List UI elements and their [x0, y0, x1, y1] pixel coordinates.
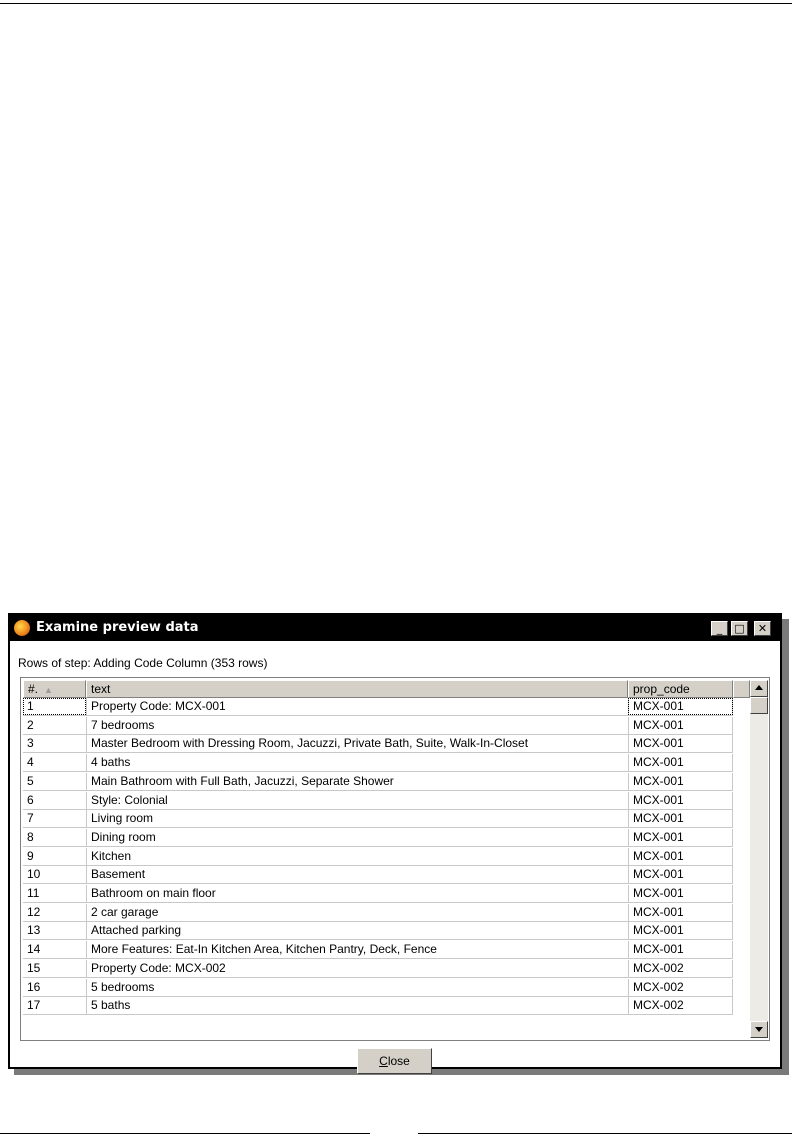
text-cell[interactable]: Style: Colonial: [86, 792, 628, 809]
table-row[interactable]: [23, 904, 733, 922]
prop-code-cell[interactable]: MCX-002: [628, 997, 733, 1014]
scroll-down-button[interactable]: [750, 1021, 768, 1038]
row-number-cell[interactable]: 8: [27, 829, 34, 844]
prop-code-cell[interactable]: MCX-001: [628, 848, 733, 865]
preview-grid: [20, 677, 770, 1041]
text-cell[interactable]: Master Bedroom with Dressing Room, Jacuzzi, Private Bath, Suite, Walk-In-Closet: [86, 735, 628, 752]
text-cell[interactable]: Attached parking: [86, 922, 628, 939]
row-number-cell[interactable]: 14: [27, 942, 41, 957]
page-bottom-rule-right: [418, 1133, 792, 1134]
row-number-cell[interactable]: 10: [27, 867, 41, 882]
prop-code-cell[interactable]: MCX-001: [628, 922, 733, 939]
column-header-prop-code[interactable]: prop_code: [628, 680, 733, 698]
dialog-body: [10, 641, 780, 1067]
table-row[interactable]: [23, 941, 733, 959]
prop-code-cell[interactable]: MCX-001: [628, 773, 733, 790]
row-number-cell[interactable]: 13: [27, 923, 41, 938]
column-header-text[interactable]: text: [86, 680, 628, 698]
row-number-cell[interactable]: 1: [23, 698, 86, 715]
text-cell[interactable]: Main Bathroom with Full Bath, Jacuzzi, Separate Shower: [86, 773, 628, 790]
table-row[interactable]: [23, 885, 733, 903]
prop-code-cell[interactable]: MCX-001: [628, 885, 733, 902]
prop-code-cell[interactable]: MCX-001: [628, 941, 733, 958]
page-bottom-rule-left: [0, 1133, 370, 1134]
table-row[interactable]: [23, 960, 733, 978]
table-row[interactable]: [23, 997, 733, 1015]
row-number-cell[interactable]: 12: [27, 904, 41, 919]
table-row[interactable]: [23, 810, 733, 828]
close-button[interactable]: Close: [357, 1048, 432, 1074]
row-number-cell[interactable]: 4: [27, 755, 34, 770]
text-cell[interactable]: 5 bedrooms: [86, 979, 628, 996]
vertical-scrollbar[interactable]: [750, 680, 768, 1038]
row-number-cell[interactable]: 9: [27, 848, 34, 863]
row-number-cell[interactable]: 15: [27, 960, 41, 975]
table-row[interactable]: [23, 717, 733, 735]
prop-code-cell[interactable]: MCX-001: [628, 735, 733, 752]
text-cell[interactable]: Kitchen: [86, 848, 628, 865]
text-cell[interactable]: 5 baths: [86, 997, 628, 1014]
column-header-number[interactable]: #. ▲: [23, 680, 86, 698]
prop-code-cell[interactable]: MCX-001: [628, 810, 733, 827]
rows-of-step-label: Rows of step: Adding Code Column (353 rows): [18, 656, 268, 670]
table-row[interactable]: [23, 698, 733, 716]
row-number-cell[interactable]: 3: [27, 736, 34, 751]
page-top-rule: [0, 3, 792, 4]
column-header-filler: [733, 680, 750, 698]
table-row[interactable]: [23, 735, 733, 753]
row-number-cell[interactable]: 17: [27, 998, 41, 1013]
row-number-cell[interactable]: 16: [27, 979, 41, 994]
table-row[interactable]: [23, 848, 733, 866]
prop-code-cell[interactable]: MCX-001: [628, 717, 733, 734]
sort-ascending-icon: ▲: [44, 685, 53, 695]
row-number-cell[interactable]: 11: [27, 886, 40, 900]
prop-code-cell[interactable]: MCX-001: [628, 904, 733, 921]
text-cell[interactable]: More Features: Eat-In Kitchen Area, Kitchen Pantry, Deck, Fence: [86, 941, 628, 958]
maximize-button[interactable]: □: [731, 621, 748, 636]
text-cell[interactable]: Living room: [86, 810, 628, 827]
table-row[interactable]: [23, 866, 733, 884]
scroll-thumb[interactable]: [750, 697, 768, 714]
text-cell[interactable]: Property Code: MCX-002: [86, 960, 628, 977]
prop-code-cell[interactable]: MCX-001: [628, 792, 733, 809]
arrow-up-icon: [755, 685, 763, 690]
prop-code-cell[interactable]: MCX-001: [628, 829, 733, 846]
table-row[interactable]: [23, 773, 733, 791]
table-row[interactable]: [23, 829, 733, 847]
scroll-up-button[interactable]: [750, 680, 768, 697]
app-icon: [14, 620, 30, 636]
text-cell[interactable]: Bathroom on main floor: [86, 885, 628, 902]
table-row[interactable]: [23, 979, 733, 997]
prop-code-cell[interactable]: MCX-002: [628, 960, 733, 977]
text-cell[interactable]: 4 baths: [86, 754, 628, 771]
row-number-cell[interactable]: 2: [27, 717, 34, 732]
window-title: Examine preview data: [36, 620, 199, 635]
close-window-button[interactable]: ✕: [754, 621, 771, 636]
arrow-down-icon: [755, 1027, 763, 1032]
table-row[interactable]: [23, 754, 733, 772]
text-cell[interactable]: Property Code: MCX-001: [86, 698, 628, 715]
row-number-cell[interactable]: 5: [27, 773, 34, 788]
row-number-cell[interactable]: 6: [27, 792, 34, 807]
examine-preview-dialog: [8, 613, 782, 1069]
text-cell[interactable]: Basement: [86, 866, 628, 883]
prop-code-cell[interactable]: MCX-001: [628, 698, 733, 715]
prop-code-cell[interactable]: MCX-002: [628, 979, 733, 996]
text-cell[interactable]: 7 bedrooms: [86, 717, 628, 734]
prop-code-cell[interactable]: MCX-001: [628, 754, 733, 771]
row-number-cell[interactable]: 7: [27, 811, 34, 826]
prop-code-cell[interactable]: MCX-001: [628, 866, 733, 883]
text-cell[interactable]: Dining room: [86, 829, 628, 846]
title-bar[interactable]: [10, 615, 780, 641]
text-cell[interactable]: 2 car garage: [86, 904, 628, 921]
minimize-button[interactable]: _: [711, 621, 728, 636]
table-row[interactable]: [23, 792, 733, 810]
table-row[interactable]: [23, 922, 733, 940]
